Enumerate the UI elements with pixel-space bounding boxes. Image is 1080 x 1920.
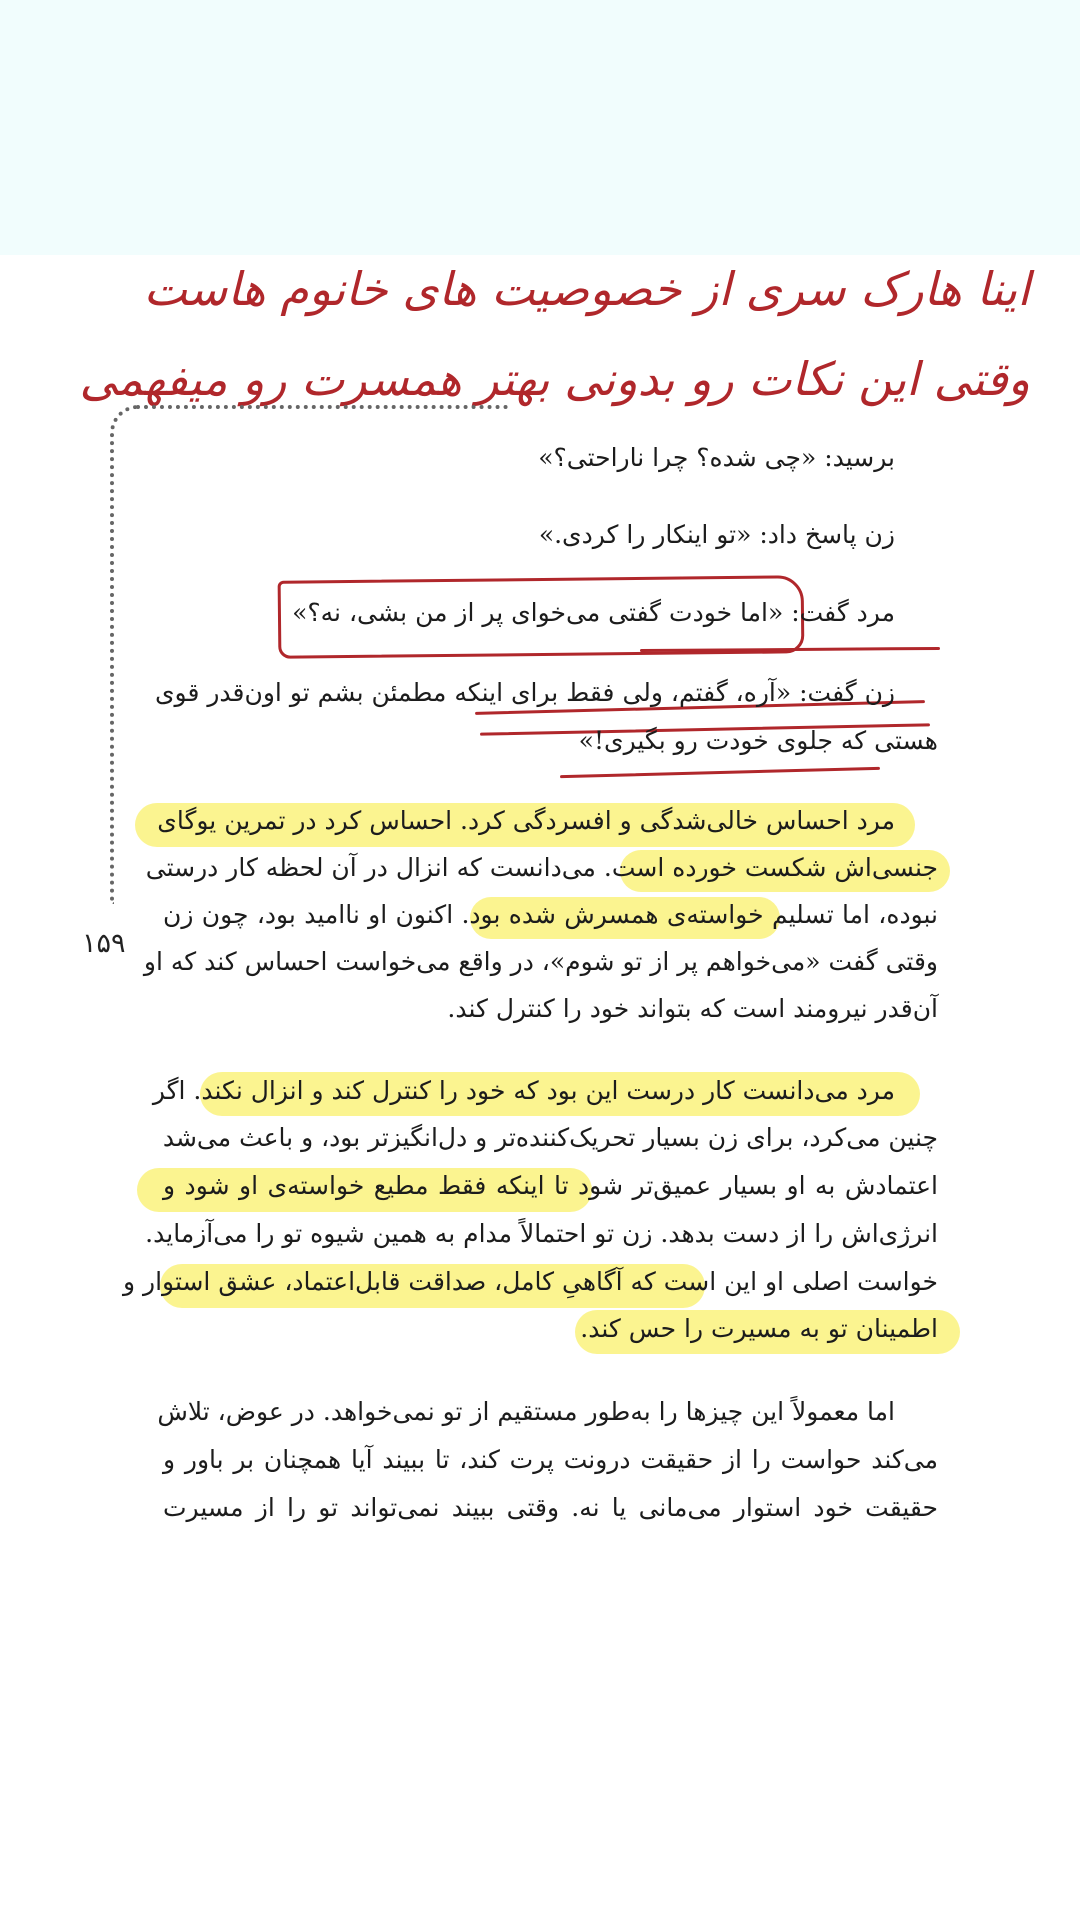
dialogue-line: برسید: «چی شده؟ چرا ناراحتی؟» <box>538 443 895 472</box>
paragraph-2-line: انرژی‌اش را از دست بدهد. زن تو احتمالاً مدام به همین شیوه تو را می‌آزماید. <box>145 1219 938 1248</box>
paragraph-1-line: نبوده، اما تسلیم خواسته‌ی همسرش شده بود. اکنون او ناامید بود، چون زن <box>163 900 938 929</box>
paragraph-2-line: خواست اصلی او این است که آگاهیِ کامل، صداقت قابل‌اعتماد، عشق استوار و <box>122 1267 938 1296</box>
woman-reply-line: هستی که جلوی خودت رو بگیری!» <box>578 726 938 755</box>
paragraph-1-line: وقتی گفت «می‌خواهم پر از تو شوم»، در واقع می‌خواست احساس کند که او <box>143 947 938 976</box>
paragraph-2-line: اعتمادش به او بسیار عمیق‌تر شود تا اینکه فقط مطیع خواسته‌ی او شود و <box>163 1171 938 1200</box>
handwritten-note-line-1: اینا هارک سری از خصوصیت های خانوم هاست <box>143 262 1030 316</box>
woman-reply-line: زن گفت: «آره، گفتم، ولی فقط برای اینکه مطمئن بشم تو اون‌قدر قوی <box>154 678 895 707</box>
page-number: ۱۵۹ <box>82 928 126 959</box>
paragraph-2-line: چنین می‌کرد، برای زن بسیار تحریک‌کننده‌تر و دل‌انگیزتر بود، و باعث می‌شد <box>162 1123 938 1152</box>
handwritten-note-line-2: وقتی این نکات رو بدونی بهتر همسرت رو میفهمی <box>79 352 1030 406</box>
paragraph-1-line: آن‌قدر نیرومند است که بتواند خود را کنترل کند. <box>447 994 938 1023</box>
dialogue-line: مرد گفت: «اما خودت گفتی می‌خوای پر از من بشی، نه؟» <box>292 598 895 627</box>
paragraph-2-line: اطمینان تو به مسیرت را حس کند. <box>580 1314 938 1343</box>
top-blank-area <box>0 0 1080 255</box>
paragraph-2-line: مرد می‌دانست کار درست این بود که خود را کنترل کند و انزال نکند. اگر <box>152 1076 895 1105</box>
paragraph-1-line: جنسی‌اش شکست خورده است. می‌دانست که انزال در آن لحظه کار درستی <box>145 853 938 882</box>
paragraph-3-line: می‌کند حواست را از حقیقت درونت پرت کند، تا ببیند آیا همچنان بر باور و <box>163 1445 938 1474</box>
paragraph-1-line: مرد احساس خالی‌شدگی و افسردگی کرد. احساس کرد در تمرین یوگای <box>157 806 895 835</box>
dialogue-line: زن پاسخ داد: «تو اینکار را کردی.» <box>538 520 895 549</box>
paragraph-3-line: حقیقت خود استوار می‌مانی یا نه. وقتی ببیند نمی‌تواند تو را از مسیرت <box>163 1493 938 1522</box>
paragraph-3-line: اما معمولاً این چیزها را به‌طور مستقیم از تو نمی‌خواهد. در عوض، تلاش <box>157 1397 895 1426</box>
